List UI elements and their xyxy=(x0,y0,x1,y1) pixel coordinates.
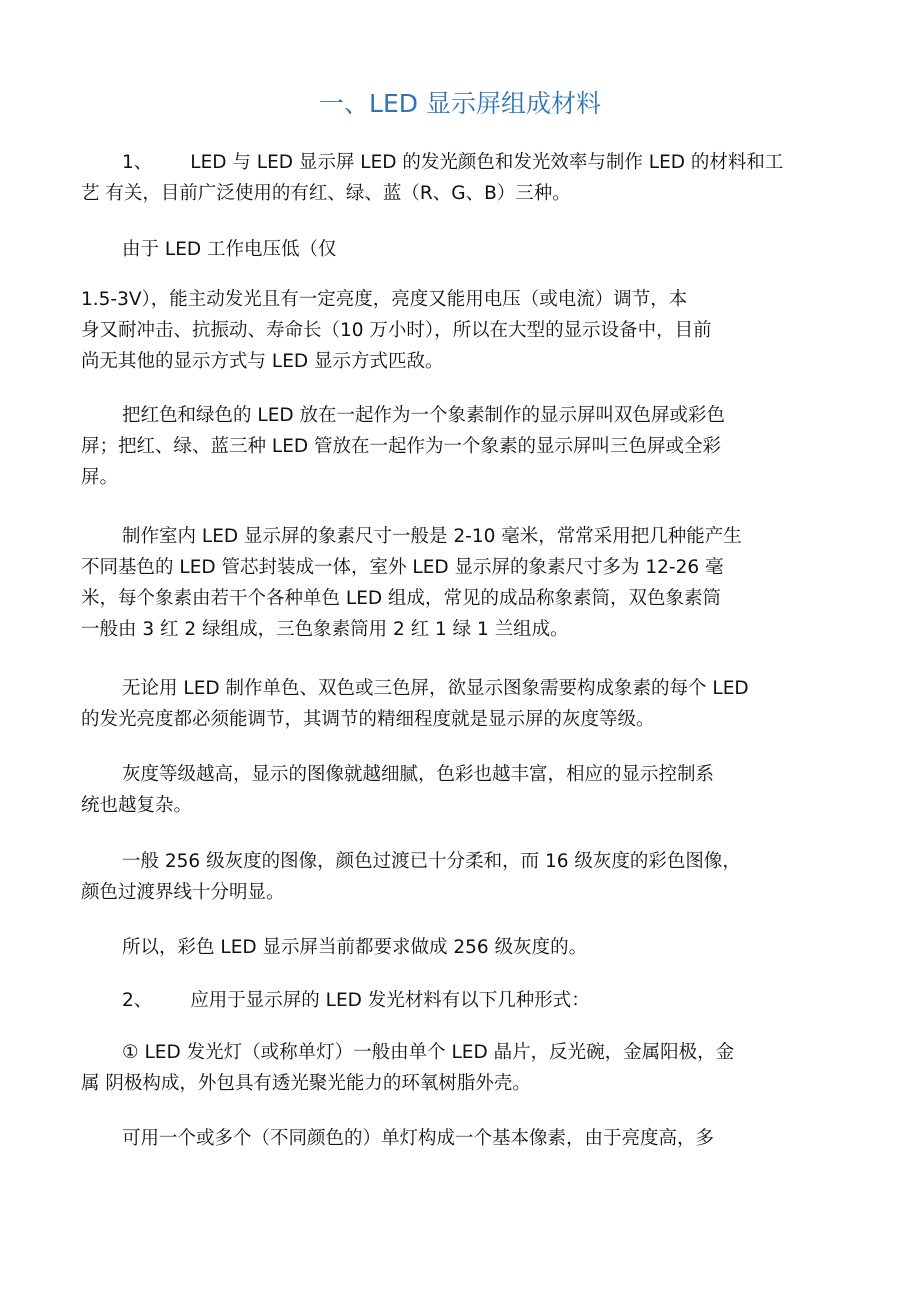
text-line-content: ① LED 发光灯（或称单灯）一般由单个 LED 晶片，反光碗，金属阳极，金 xyxy=(122,1042,735,1063)
text-line-content: 制作室内 LED 显示屏的象素尺寸一般是 2-10 毫米，常常采用把几种能产生 xyxy=(122,526,742,547)
text-line: 的发光亮度都必须能调节，其调节的精细程度就是显示屏的灰度等级。 xyxy=(81,709,655,730)
item-number: 2、 xyxy=(122,990,153,1011)
paragraph xyxy=(81,759,831,821)
text-line: 屏；把红、绿、蓝三种 LED 管放在一起作为一个象素的显示屏叫三色屏或全彩 xyxy=(81,436,722,457)
text-line-content: LED 与 LED 显示屏 LED 的发光颜色和发光效率与制作 LED 的材料和工 xyxy=(190,152,784,173)
text-line xyxy=(81,673,831,704)
text-line-content: 灰度等级越高，显示的图像就越细腻，色彩也越丰富，相应的显示控制系 xyxy=(122,764,715,785)
section-title: 一、LED 显示屏组成材料 xyxy=(319,89,601,118)
text-line-content: 把红色和绿色的 LED 放在一起作为一个象素制作的显示屏叫双色屏或彩色 xyxy=(122,405,726,426)
text-line: 米，每个象素由若干个各种单色 LED 组成，常见的成品称象素筒，双色象素筒 xyxy=(81,588,722,609)
text-line: 1.5-3V），能主动发光且有一定亮度，亮度又能用电压（或电流）调节，本 xyxy=(81,289,688,310)
text-line: 统也越复杂。 xyxy=(81,795,193,816)
text-line: 不同基色的 LED 管芯封装成一体，室外 LED 显示屏的象素尺寸多为 12-26 毫 xyxy=(81,557,724,578)
text-line: 属 阴极构成，外包具有透光聚光能力的环氧树脂外壳。 xyxy=(81,1073,531,1094)
text-line xyxy=(81,234,831,265)
text-line: 艺 有关，目前广泛使用的有红、绿、蓝（R、G、B）三种。 xyxy=(81,183,571,204)
text-line xyxy=(81,932,831,963)
text-line-content: 由于 LED 工作电压低（仅 xyxy=(122,239,337,260)
text-line-content: 所以，彩色 LED 显示屏当前都要求做成 256 级灰度的。 xyxy=(122,937,588,958)
text-line: 一般由 3 红 2 绿组成，三色象素筒用 2 红 1 绿 1 兰组成。 xyxy=(81,619,569,640)
paragraph-item-2 xyxy=(81,985,831,1016)
text-line xyxy=(81,521,831,552)
text-line xyxy=(81,1037,831,1068)
text-line xyxy=(81,147,831,178)
text-line-content: 应用于显示屏的 LED 发光材料有以下几种形式： xyxy=(190,990,590,1011)
text-line xyxy=(81,759,831,790)
paragraph xyxy=(81,234,831,265)
item-number: 1、 xyxy=(122,152,153,173)
paragraph xyxy=(81,284,831,377)
paragraph xyxy=(81,1037,831,1099)
text-line-content: 无论用 LED 制作单色、双色或三色屏，欲显示图象需要构成象素的每个 LED xyxy=(122,678,749,699)
text-line: 身又耐冲击、抗振动、寿命长（10 万小时），所以在大型的显示设备中，目前 xyxy=(81,320,712,341)
text-line-content: 可用一个或多个（不同颜色的）单灯构成一个基本像素，由于亮度高，多 xyxy=(122,1128,715,1149)
text-line xyxy=(81,846,831,877)
paragraph-item-1 xyxy=(81,147,831,209)
paragraph xyxy=(81,932,831,963)
paragraph xyxy=(81,673,831,735)
text-line xyxy=(81,985,831,1016)
text-line: 尚无其他的显示方式与 LED 显示方式匹敌。 xyxy=(81,351,444,372)
paragraph xyxy=(81,846,831,908)
text-line: 屏。 xyxy=(81,467,119,488)
paragraph xyxy=(81,521,831,645)
text-line-content: 一般 256 级灰度的图像，颜色过渡已十分柔和，而 16 级灰度的彩色图像， xyxy=(122,851,741,872)
paragraph xyxy=(81,400,831,493)
paragraph xyxy=(81,1123,831,1154)
text-line xyxy=(81,1123,831,1154)
text-line: 颜色过渡界线十分明显。 xyxy=(81,882,285,903)
text-line xyxy=(81,400,831,431)
